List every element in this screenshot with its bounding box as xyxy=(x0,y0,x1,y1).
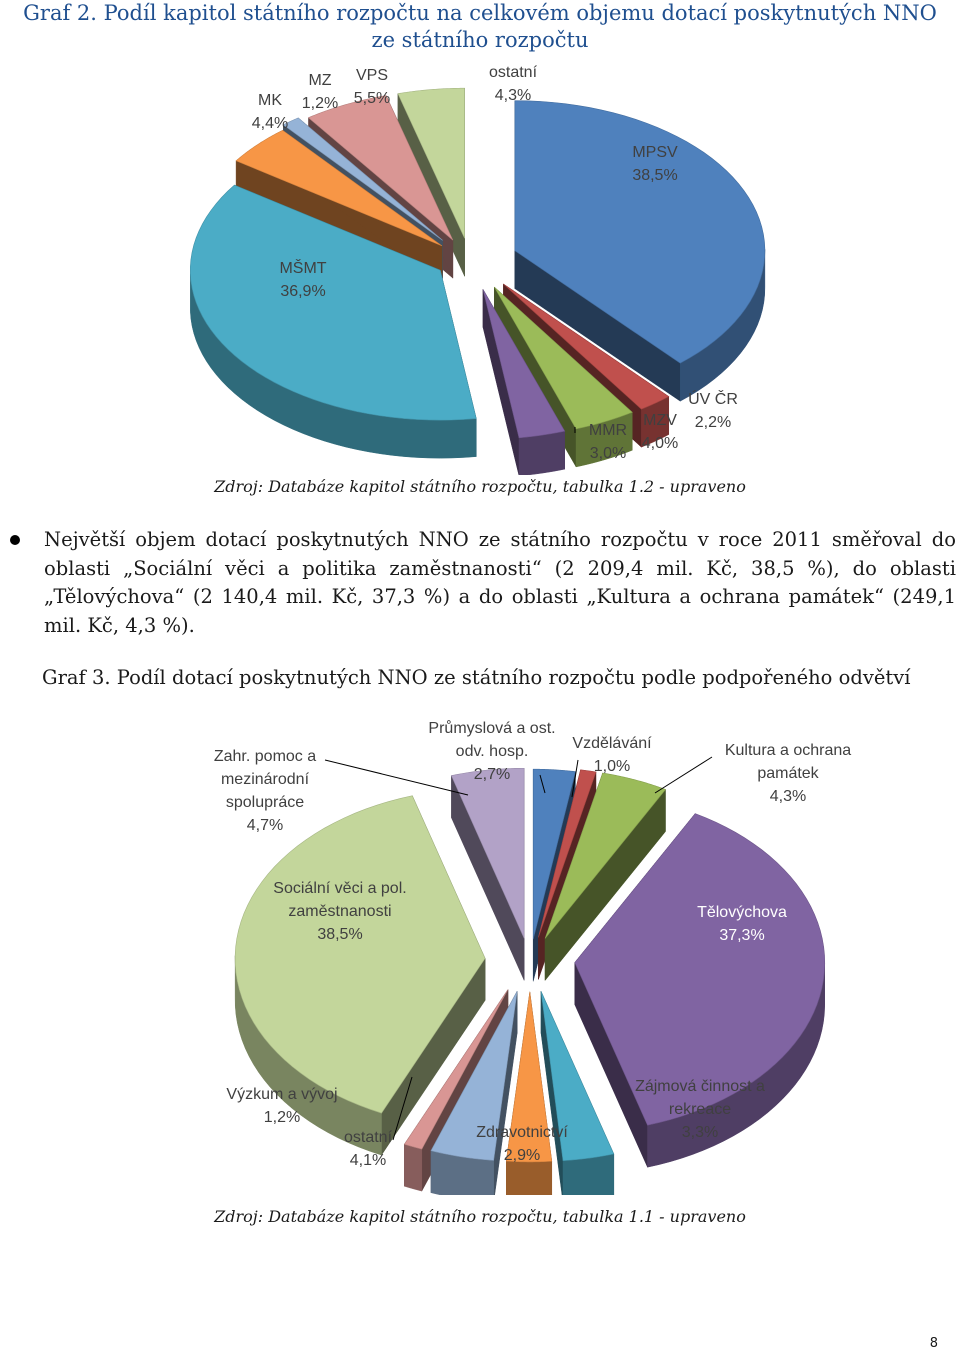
graf2-source: Zdroj: Databáze kapitol státního rozpočtu, tabulka 1.2 - upraveno xyxy=(214,477,746,496)
svg-text:Výzkum a vývoj1,2%: Výzkum a vývoj 1,2% xyxy=(226,1086,338,1126)
page-number: 8 xyxy=(929,1336,938,1351)
svg-text:Zdravotnictví2,9%: Zdravotnictví 2,9% xyxy=(476,1124,568,1164)
graf3-source: Zdroj: Databáze kapitol státního rozpočtu, tabulka 1.1 - upraveno xyxy=(214,1207,746,1226)
svg-text:Zájmová činnost arekreace3,3%: Zájmová činnost a rekreace 3,3% xyxy=(635,1078,765,1141)
label-kultura-a-ochrana-pamatek xyxy=(655,742,851,805)
label-mz xyxy=(302,72,338,112)
svg-text:VPS5,5%: VPS 5,5% xyxy=(353,67,391,107)
graf2-title xyxy=(0,0,960,54)
label-ostatni xyxy=(489,64,538,104)
svg-text:MŠMT36,9%: MŠMT 36,9% xyxy=(279,260,327,300)
svg-text:MZ1,2%: MZ 1,2% xyxy=(301,72,339,112)
svg-text:MPSV38,5%: MPSV 38,5% xyxy=(632,144,678,184)
svg-text:Kultura a ochranapamátek4,3%: Kultura a ochrana památek 4,3% xyxy=(724,742,852,805)
svg-text:Tělovýchova37,3%: Tělovýchova 37,3% xyxy=(697,904,787,944)
svg-text:Vzdělávání1,0%: Vzdělávání 1,0% xyxy=(572,735,652,775)
svg-text:ostatní4,3%: ostatní 4,3% xyxy=(488,64,538,104)
svg-text:ÚV ČR2,2%: ÚV ČR 2,2% xyxy=(688,391,738,431)
graf2-title-line2: ze státního rozpočtu xyxy=(371,28,589,52)
svg-text:Sociální věci a pol.zaměstnano: Sociální věci a pol. zaměstnanosti 38,5% xyxy=(273,880,407,943)
svg-text:MK4,4%: MK 4,4% xyxy=(251,92,289,132)
svg-text:ostatní4,1%: ostatní 4,1% xyxy=(343,1129,393,1169)
svg-text:Zahr. pomoc amezinárodníspolup: Zahr. pomoc a mezinárodní spolupráce 4,7% xyxy=(213,748,317,834)
label-mk xyxy=(252,92,288,132)
bullet-paragraph: Největší objem dotací poskytnutých NNO ze státního rozpočtu v roce 2011 směřoval do oblasti „Sociální věci a politika zaměstnanosti“ (2 209,4 mil. Kč, 38,5 %), do oblasti „Tělovýchova“ (2 140,4 mil. Kč, 37,3 %) a do oblasti „Kultura a ochrana památek“ (249,1 mil. Kč, 4,3 %). xyxy=(44,528,956,637)
bullet-marker xyxy=(10,535,20,545)
graf2-pie-chart xyxy=(0,55,960,475)
graf3-title: Graf 3. Podíl dotací poskytnutých NNO ze státního rozpočtu podle podpořeného odvětví xyxy=(42,666,911,689)
pie-slices xyxy=(190,88,765,475)
graf2-title-line1: Graf 2. Podíl kapitol státního rozpočtu na celkovém objemu dotací poskytnutých NNO xyxy=(23,1,937,25)
label-vps xyxy=(354,67,390,107)
graf3-pie-chart xyxy=(0,705,960,1195)
svg-text:MMR3,0%: MMR 3,0% xyxy=(588,422,628,462)
svg-text:MZV4,0%: MZV 4,0% xyxy=(641,412,679,452)
svg-text:Průmyslová a ost.odv. hosp.2,7: Průmyslová a ost. odv. hosp. 2,7% xyxy=(428,720,556,783)
label-uv-cr xyxy=(688,389,738,431)
